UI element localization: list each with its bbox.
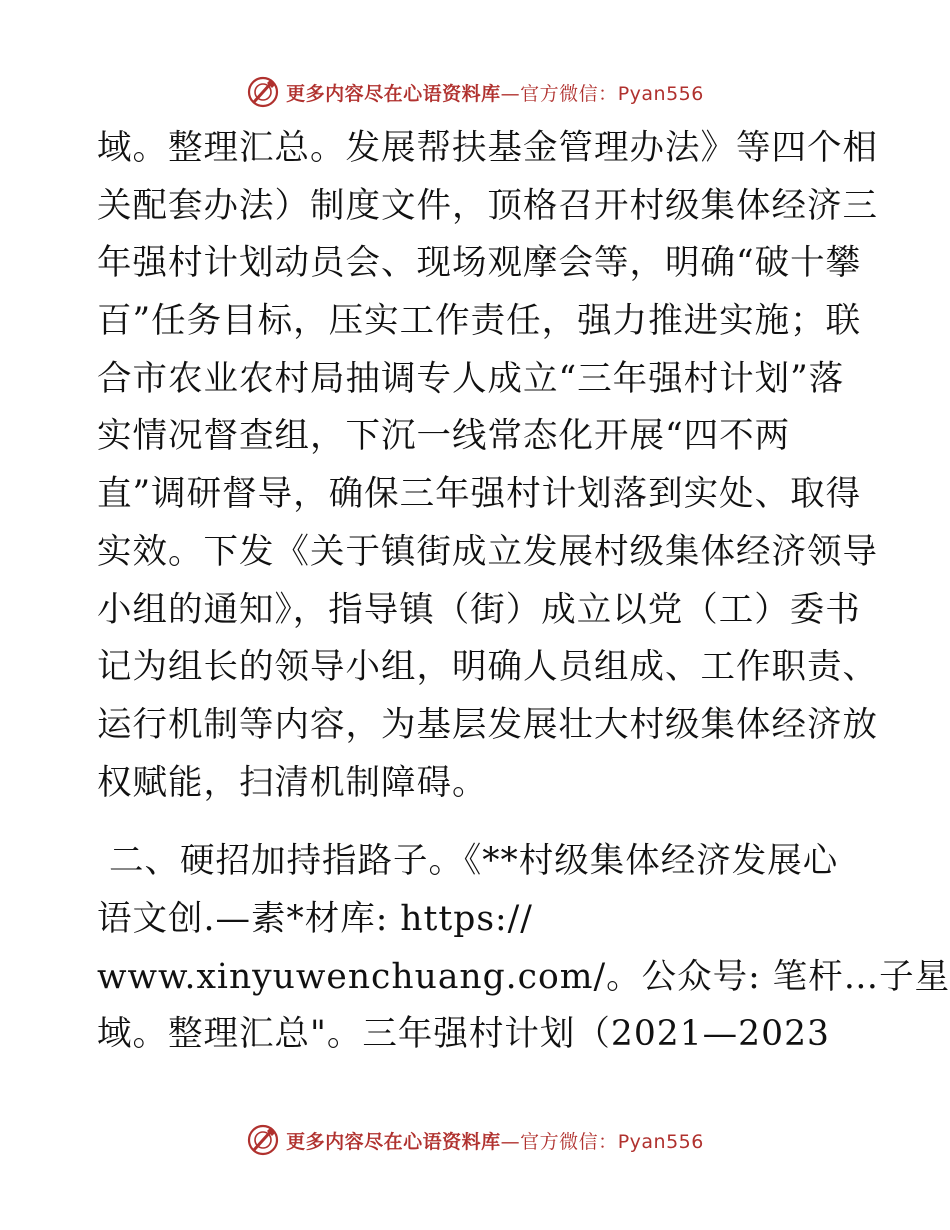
watermark-text xyxy=(286,1127,704,1154)
body-line: 记为组长的领导小组，明确人员组成、工作职责、 xyxy=(97,647,878,688)
body-line: 域。整理汇总。发展帮扶基金管理办法》等四个相 xyxy=(97,128,878,168)
watermark-dash: — xyxy=(500,1130,521,1153)
body-line: 合市农业农村局抽调专人成立“三年强村计划”落 xyxy=(97,358,845,399)
brush-logo-icon xyxy=(246,75,280,109)
watermark-dash: — xyxy=(500,82,521,105)
watermark-id-text: Pyan556 xyxy=(617,1130,704,1153)
body-line: 年强村计划动员会、现场观摩会等，明确“破十攀 xyxy=(97,243,862,284)
body-line: 实效。下发《关于镇街成立发展村级集体经济领导 xyxy=(97,531,878,572)
watermark-footer xyxy=(0,1120,950,1160)
body-line: 小组的通知》，指导镇（街）成立以党（工）委书 xyxy=(97,589,861,630)
watermark-id-text: Pyan556 xyxy=(617,82,704,105)
body-line: 域。整理汇总"。三年强村计划（2021—2023 xyxy=(97,1014,830,1055)
watermark-main-text: 更多内容尽在心语资料库 xyxy=(286,1130,501,1153)
body-line: 语文创.—素*材库: https:// xyxy=(97,898,533,939)
watermark-sub-text: 官方微信： xyxy=(520,1130,618,1153)
body-line: 权赋能，扫清机制障碍。 xyxy=(97,762,488,803)
watermark-sub-text: 官方微信： xyxy=(520,82,618,105)
watermark-main-text: 更多内容尽在心语资料库 xyxy=(286,82,501,105)
watermark-header xyxy=(0,72,950,112)
body-line: 直”调研督导，确保三年强村计划落到实处、取得 xyxy=(97,474,862,515)
section-heading-line: 二、硬招加持指路子。《**村级集体经济发展心 xyxy=(109,841,839,882)
body-line: 百”任务目标，压实工作责任，强力推进实施；联 xyxy=(97,301,862,342)
watermark-text xyxy=(286,79,704,106)
body-line: 实情况督查组，下沉一线常态化开展“四不两 xyxy=(97,416,791,457)
body-line: 运行机制等内容，为基层发展壮大村级集体经济放 xyxy=(97,704,878,745)
body-line: 关配套办法）制度文件，顶格召开村级集体经济三 xyxy=(97,185,878,226)
document-body xyxy=(97,120,950,1064)
body-line: www.xinyuwenchuang.com/。公众号: 笔杆…子星 xyxy=(97,956,950,997)
brush-logo-icon xyxy=(246,1123,280,1157)
